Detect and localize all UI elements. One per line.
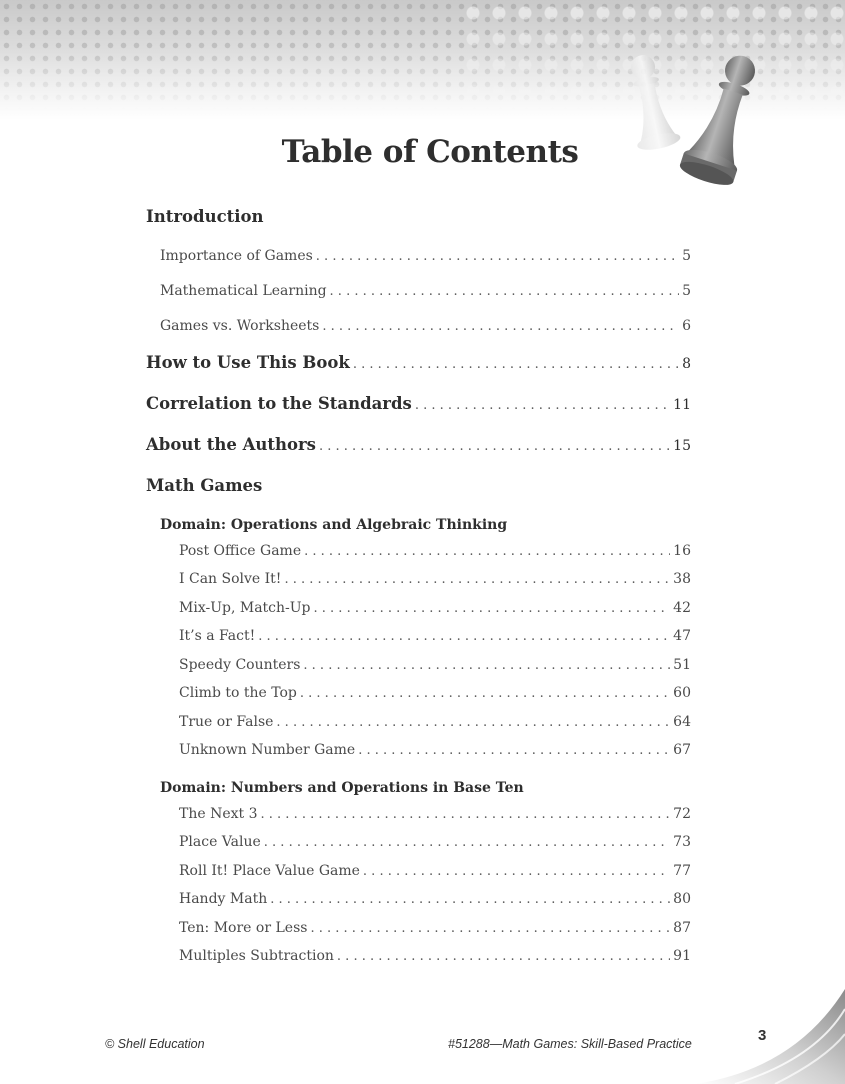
dot-leader [314,601,671,616]
toc-entry-page: 47 [673,628,691,644]
dot-leader [363,864,670,879]
toc-entry-label: Correlation to the Standards [146,394,412,413]
toc-entry-page: 11 [673,397,691,413]
chess-pawns-icon [625,42,765,202]
toc-entry[interactable] [179,742,691,758]
dot-leader [276,715,670,730]
toc-section-entry[interactable] [146,435,691,454]
toc-entry[interactable] [179,685,691,701]
toc-entry[interactable] [179,600,691,616]
toc-entry-page: 16 [673,543,691,559]
toc-entry-label: Mathematical Learning [160,283,327,299]
dot-leader [303,658,670,673]
page-number: 3 [758,1027,767,1044]
toc-entry-label: Speedy Counters [179,657,301,673]
toc-entry[interactable] [179,657,691,673]
dot-leader [264,835,670,850]
toc-entry-label: Importance of Games [160,248,313,264]
dot-leader [258,629,670,644]
page-title: Table of Contents [281,134,579,170]
toc-entry-label: Mix-Up, Match-Up [179,600,311,616]
toc-entry-label: Games vs. Worksheets [160,318,320,334]
toc-entry-page: 67 [673,742,691,758]
toc-entry-page: 51 [673,657,691,673]
toc-entry[interactable] [179,714,691,730]
toc-entry[interactable] [160,318,691,334]
toc-entry-label: True or False [179,714,274,730]
domain-heading: Domain: Numbers and Operations in Base Ten [160,780,524,796]
toc-section-entry[interactable] [146,353,691,372]
toc-heading-math-games: Math Games [146,476,263,495]
dot-leader [415,398,670,413]
dot-leader [310,921,670,936]
toc-entry[interactable] [179,891,691,907]
toc-entry-label: About the Authors [146,435,316,454]
toc-entry-page: 60 [673,685,691,701]
dot-leader [322,319,679,334]
footer-copyright: © Shell Education [105,1037,205,1051]
toc-entry-page: 73 [673,834,691,850]
toc-entry-page: 72 [673,806,691,822]
toc-entry-label: Ten: More or Less [179,920,308,936]
dot-leader [337,949,670,964]
toc-entry[interactable] [179,920,691,936]
dot-leader [330,284,680,299]
toc-entry-page: 15 [673,438,691,454]
toc-entry-page: 5 [682,248,691,264]
toc-entry-label: The Next 3 [179,806,258,822]
toc-entry-label: How to Use This Book [146,353,350,372]
footer-book-title: #51288—Math Games: Skill-Based Practice [448,1037,692,1051]
toc-entry[interactable] [179,628,691,644]
dot-leader [284,572,670,587]
dot-leader [270,892,670,907]
toc-entry-page: 8 [682,356,691,372]
toc-entry[interactable] [179,543,691,559]
toc-entry-label: I Can Solve It! [179,571,282,587]
toc-entry-page: 87 [673,920,691,936]
toc-entry[interactable] [179,863,691,879]
toc-entry-page: 77 [673,863,691,879]
toc-entry-label: Roll It! Place Value Game [179,863,360,879]
toc-entry-label: Multiples Subtraction [179,948,334,964]
toc-entry-page: 64 [673,714,691,730]
toc-entry[interactable] [179,571,691,587]
dot-leader [261,807,671,822]
toc-entry-label: Post Office Game [179,543,302,559]
toc-entry-label: Place Value [179,834,261,850]
domain-heading: Domain: Operations and Algebraic Thinking [160,517,508,533]
toc-entry[interactable] [179,948,691,964]
toc-entry[interactable] [179,834,691,850]
toc-entry-page: 42 [673,600,691,616]
toc-entry[interactable] [179,806,691,822]
toc-entry-page: 38 [673,571,691,587]
toc-heading-introduction: Introduction [146,207,264,226]
toc-entry[interactable] [160,283,691,299]
dot-leader [319,439,670,454]
toc-entry-label: Unknown Number Game [179,742,356,758]
toc-entry-label: Handy Math [179,891,268,907]
dot-leader [358,743,670,758]
toc-entry-page: 6 [682,318,691,334]
toc-entry[interactable] [160,248,691,264]
toc-entry-page: 80 [673,891,691,907]
dot-leader [353,357,679,372]
toc-entry-page: 5 [682,283,691,299]
dot-leader [304,544,670,559]
corner-swoosh-decoration [675,989,845,1084]
dot-leader [300,686,670,701]
toc-entry-label: It’s a Fact! [179,628,256,644]
toc-section-entry[interactable] [146,394,691,413]
toc-entry-page: 91 [673,948,691,964]
dot-leader [316,249,679,264]
toc-entry-label: Climb to the Top [179,685,297,701]
